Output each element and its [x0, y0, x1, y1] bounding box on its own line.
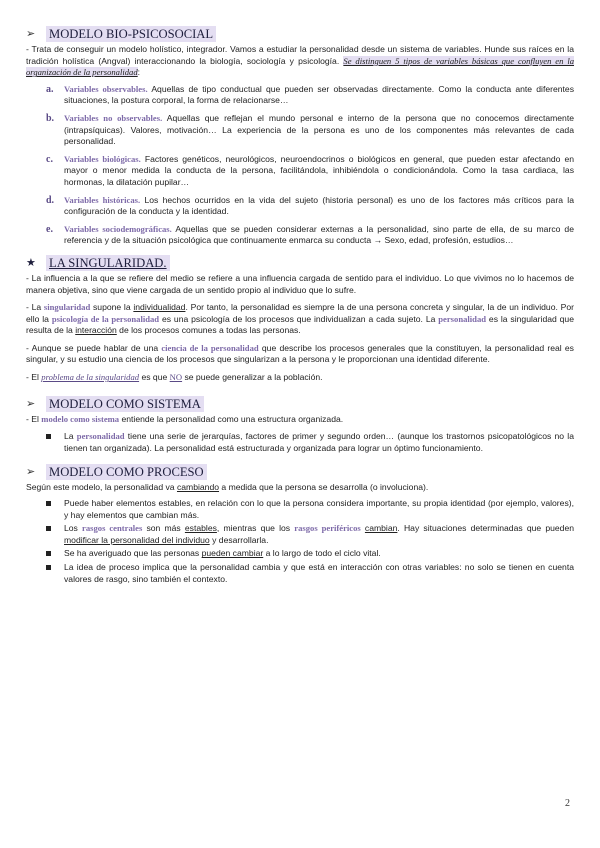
arrowhead-bullet-icon: ➢ [26, 466, 36, 479]
square-bullet-icon [46, 526, 51, 531]
list-item-d: d. Variables históricas. Los hechos ocurridos en la vida del sujeto (historia personal) es uno de los factores más críticos para la configuración de la conducta y la identidad. [46, 194, 574, 217]
list-item: La personalidad tiene una serie de jerarquías, factores de primer y segundo orden… (aunque los trastornos psicopatológicos no la tienen tan organizada). La personalidad está estructurada y organizada para lograr un óptimo funcionamiento. [26, 431, 574, 454]
list-item: Los rasgos centrales son más estables, mientras que los rasgos periféricos cambian. Hay situaciones determinadas que pueden modificar la personalidad del individuo y desarrollarla. [26, 523, 574, 546]
square-bullet-icon [46, 551, 51, 556]
list-item-a: a. Variables observables. Aquellas de tipo conductual que pueden ser observadas directamente. Como la conducta ante diferentes situaciones, la postura corporal, la forma de relacionarse… [46, 83, 574, 106]
section-heading-proceso [26, 464, 574, 480]
page-number: 2 [565, 798, 570, 809]
singularidad-paragraph-1: - La influencia a la que se refiere del medio se refiere a una influencia cargada de sentido para el individuo. Lo que vivimos no lo hacemos de manera objetiva, sino que viene cargada de un sentido propio al individuo que lo sufre. [26, 272, 574, 295]
list-item-e: e. Variables sociodemográficas. Aquellas que se pueden considerar externas a la personalidad, sino parte de ella, de su marco de referencia y de la situación psicológica que continuamente enmarca su conducta → Sexo, edad, profesión, estudios… [46, 223, 574, 246]
list-item: Puede haber elementos estables, en relación con lo que la persona considera importante, su propia identidad (por ejemplo, valores), y hay elementos que cambian más. [26, 498, 574, 521]
singularidad-paragraph-4: - El problema de la singularidad es que NO se puede generalizar a la población. [26, 372, 323, 383]
heading-text: LA SINGULARIDAD. [46, 255, 170, 271]
heading-text: MODELO COMO PROCESO [46, 464, 207, 480]
section-heading-bio-psicosocial [26, 26, 574, 42]
singularidad-paragraph-2: - La singularidad supone la individualidad. Por tanto, la personalidad es siempre la de una persona concreta y singular, la de un individuo. Por ello la psicología de la personalidad es una psicología de los procesos que individualizan a cada sujeto. La personalidad es la singularidad que resulta de la interacción de los procesos comunes a todas las personas. [26, 302, 574, 336]
section-heading-sistema [26, 396, 574, 412]
heading-text: MODELO BIO-PSICOSOCIAL [46, 26, 216, 42]
sistema-bullet-list [26, 431, 574, 454]
section-heading-singularidad [26, 255, 574, 271]
square-bullet-icon [46, 565, 51, 570]
sistema-paragraph: - El modelo como sistema entiende la personalidad como una estructura organizada. [26, 413, 344, 424]
list-item: La idea de proceso implica que la personalidad cambia y que está en interacción con otras variables: no solo se tienen en cuenta valores de rasgo, sino también el contexto. [26, 562, 574, 585]
list-item-b: b. Variables no observables. Aquellas que reflejan el mundo personal e interno de la persona que no conocemos directamente (intrapsíquicas). Valores, motivación… La experiencia de la persona es uno de los componentes más relevantes de cada personalidad. [46, 112, 575, 147]
highlighted-link-text: Se distinguen 5 tipos de variables básicas que confluyen en la organización de la personalidad [26, 55, 575, 78]
list-item: Se ha averiguado que las personas pueden cambiar a lo largo de todo el ciclo vital. [26, 548, 574, 560]
proceso-bullet-list [26, 498, 574, 585]
document-page [26, 26, 574, 587]
proceso-paragraph: Según este modelo, la personalidad va cambiando a medida que la persona se desarrolla (o involuciona). [26, 482, 429, 493]
list-item-c: c. Variables biológicas. Factores genéticos, neurológicos, neuroendocrinos o biológicos en general, que pueden estar afectando en mayor o menor medida la conducta de la persona, facilitándola, inhibiéndola o condicionándola. Como la tasa cardiaca, las hormonas, la dilatación pupilar… [46, 153, 575, 187]
arrowhead-bullet-icon: ➢ [26, 397, 36, 410]
star-bullet-icon: ★ [26, 256, 36, 269]
singularidad-paragraph-3: - Aunque se puede hablar de una ciencia de la personalidad que describe los procesos generales que la constituyen, la personalidad real es singular, y su estudio una ciencia de los procesos que singularizan a la persona y le proporcionan una identidad diferente. [26, 342, 574, 365]
square-bullet-icon [46, 434, 51, 439]
variables-list [26, 84, 574, 247]
square-bullet-icon [46, 501, 51, 506]
arrowhead-bullet-icon: ➢ [26, 28, 36, 40]
bio-psicosocial-intro: - Trata de conseguir un modelo holístico, integrador. Vamos a estudiar la personalidad desde un sistema de variables. Hunde sus raíces en la tradición holística (Angval) interaccionando la biología, sociología y psicología. Se distinguen 5 tipos de variables básicas que confluyen en la organización de la personalidad: [26, 44, 575, 78]
heading-text: MODELO COMO SISTEMA [46, 396, 204, 412]
